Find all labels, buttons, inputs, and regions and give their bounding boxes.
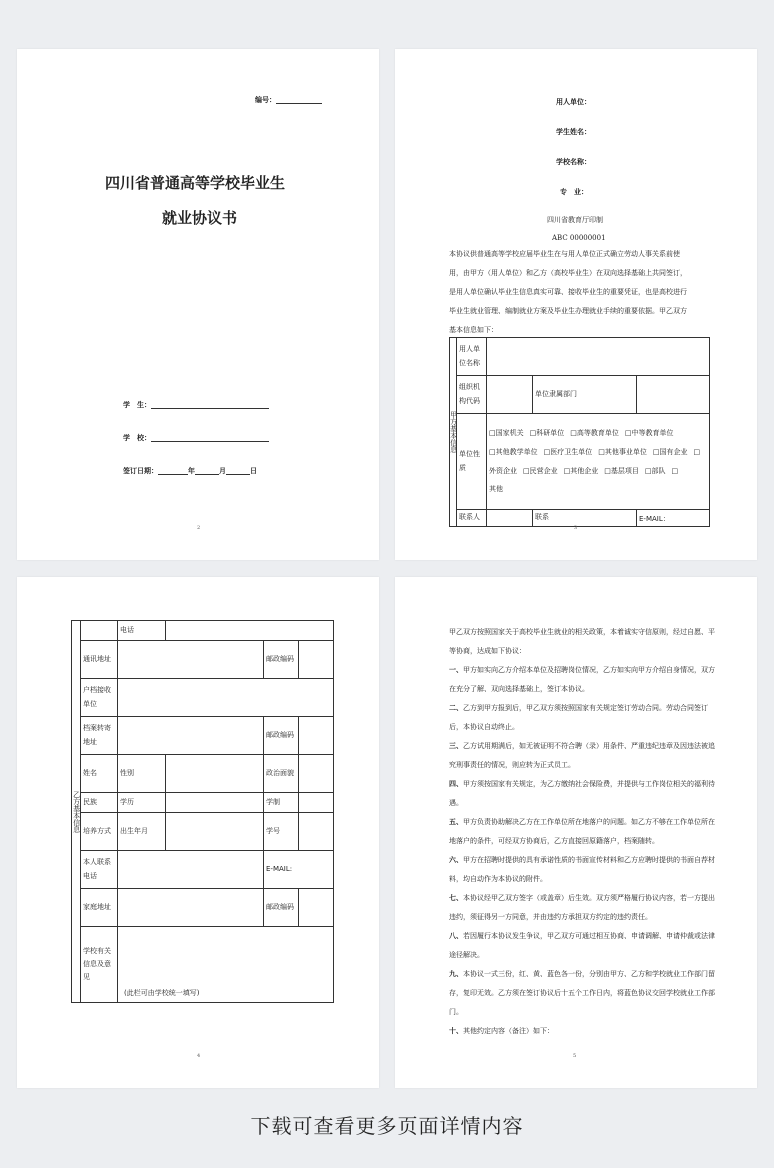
school-label: 学 校： [123, 434, 151, 442]
year-underline [158, 466, 188, 475]
page-number: 5 [573, 1053, 577, 1059]
own-phone-value[interactable] [118, 851, 264, 889]
unit-nature-cell: 单位性质 [457, 414, 487, 510]
org-code-value[interactable] [487, 376, 533, 414]
clause-text: 本协议经甲乙双方签字（或盖章）后生效。双方须严格履行协议内容，若一方提出违约，须征得另一方同意，并由违约方承担双方约定的违约责任。 [449, 894, 715, 921]
clause-item [449, 775, 721, 813]
option-checkbox[interactable]: □科研单位 [529, 428, 565, 437]
school-underline [151, 433, 269, 442]
cover-title-line1: 四川省普通高等学校毕业生 [105, 174, 286, 192]
clause-text: 甲方负责协助解决乙方在工作单位所在地落户的问题。如乙方不够在工作单位所在地落户的条件，可经双方协商后，乙方直接回原籍落户，档案随转。 [449, 818, 715, 845]
school-opinion-note: (此栏可由学校统一填写) [118, 927, 334, 1003]
party-b-side-label: 乙方基本信息 [72, 621, 81, 1003]
sign-date-label: 签订日期： [123, 467, 158, 475]
intro-line: 本协议供普通高等学校应届毕业生在与用人单位正式确立劳动人事关系前使 [449, 250, 680, 258]
option-checkbox[interactable]: □ [671, 466, 679, 475]
education-cell: 学历 [118, 793, 166, 813]
politics-value[interactable] [299, 755, 334, 793]
hukou-unit-value[interactable] [118, 679, 334, 717]
clause-number: 五、 [449, 818, 463, 826]
year-label: 年 [188, 467, 195, 475]
clause-number: 十、 [449, 1027, 463, 1035]
gender-cell: 性别 [118, 755, 166, 793]
blank-cell [81, 621, 118, 641]
clause-item [449, 661, 721, 699]
option-checkbox[interactable]: □其他企业 [563, 466, 599, 475]
email-cell: E-MAIL： [637, 510, 710, 527]
clause-item [449, 1022, 721, 1041]
option-checkbox[interactable]: □民营企业 [523, 466, 558, 475]
postcode-cell: 邮政编码 [264, 889, 299, 927]
code-line: ABC 00000001 [552, 234, 606, 242]
hukou-unit-cell: 户档接收单位 [81, 679, 118, 717]
serial-number-field [255, 95, 322, 104]
sign-date-field [123, 466, 257, 475]
school-opinion-cell: 学校有关信息及意见 [81, 927, 118, 1003]
clause-number: 七、 [449, 894, 463, 902]
printer-line: 四川省教育厅印制 [547, 216, 603, 224]
intro-line: 是用人单位确认毕业生信息真实可靠、接收毕业生的重要凭证，也是高校进行 [449, 288, 687, 296]
clause-number: 四、 [449, 780, 463, 788]
clause-number: 二、 [449, 704, 463, 712]
clause-item [449, 889, 721, 927]
clause-number: 九、 [449, 970, 463, 978]
ethnicity-cell: 民族 [81, 793, 118, 813]
intro-line: 毕业生就业管理、编制就业方案及毕业生办理就业手续的重要依据。甲乙双方 [449, 307, 687, 315]
clause-text: 甲方如实向乙方介绍本单位及招聘岗位情况，乙方如实向甲方介绍自身情况，双方在充分了解、双向选择基础上，签订本协议。 [449, 666, 715, 693]
page-number: 3 [574, 525, 578, 531]
option-checkbox[interactable]: □高等教育单位 [570, 428, 619, 437]
student-id-value[interactable] [299, 813, 334, 851]
option-checkbox[interactable]: □国家机关 [489, 428, 524, 437]
birth-cell: 出生年月 [118, 813, 166, 851]
download-more-banner[interactable]: 下载可查看更多页面详情内容 [250, 1114, 524, 1138]
option-checkbox[interactable]: 其他 [489, 485, 503, 494]
home-address-cell: 家庭地址 [81, 889, 118, 927]
archive-address-cell: 档案转寄地址 [81, 717, 118, 755]
intro-line: 基本信息如下： [449, 326, 498, 334]
name-cell: 姓名 [81, 755, 118, 793]
dept-value[interactable] [637, 376, 710, 414]
option-checkbox[interactable]: □部队 [644, 466, 666, 475]
clause-text: 乙方到甲方报到后，甲乙双方须按照国家有关规定签订劳动合同。劳动合同签订后，本协议自动终止。 [449, 704, 708, 731]
phone-cell: 电话 [118, 621, 166, 641]
postcode-value[interactable] [299, 889, 334, 927]
day-label: 日 [250, 467, 257, 475]
terms-intro: 甲乙双方按照国家关于高校毕业生就业的相关政策，本着诚实守信原则，经过自愿、平等协商，达成如下协议： [449, 628, 715, 655]
own-phone-cell: 本人联系电话 [81, 851, 118, 889]
clause-number: 一、 [449, 666, 463, 674]
page-number: 2 [197, 525, 201, 531]
school-field [123, 433, 269, 442]
document-page-party-b [17, 577, 379, 1088]
politics-cell: 政治面貌 [264, 755, 299, 793]
employer-name-cell: 用人单位名称 [457, 338, 487, 376]
day-underline [226, 466, 250, 475]
document-page-terms [395, 577, 757, 1088]
option-checkbox[interactable]: □ [693, 447, 701, 456]
contact-person-cell: 联系人 [457, 510, 487, 527]
serial-label: 编号： [255, 96, 276, 104]
contact-person-value[interactable] [487, 510, 533, 527]
clause-text: 甲方须按国家有关规定，为乙方缴纳社会保险费，并提供与工作岗位相关的福利待遇。 [449, 780, 715, 807]
postcode-value[interactable] [299, 641, 334, 679]
clause-number: 六、 [449, 856, 463, 864]
clause-text: 本协议一式三份，红、黄、蓝色各一份，分别由甲方、乙方和学校就业工作部门留存，复印无效。乙方须在签订协议后十五个工作日内，将蓝色协议交回学校就业工作部门。 [449, 970, 715, 1016]
duration-value[interactable] [299, 793, 334, 813]
major-label: 专 业： [560, 188, 588, 196]
student-id-cell: 学号 [264, 813, 299, 851]
duration-cell: 学制 [264, 793, 299, 813]
training-mode-cell: 培养方式 [81, 813, 118, 851]
clause-item [449, 737, 721, 775]
postcode-value[interactable] [299, 717, 334, 755]
intro-paragraph [449, 245, 739, 340]
clause-text: 甲方在招聘时提供的具有承诺性质的书面宣传材料和乙方应聘时提供的书面自荐材料，均自动作为本协议的附件。 [449, 856, 715, 883]
home-address-value[interactable] [118, 889, 264, 927]
employer-name-value[interactable] [487, 338, 710, 376]
party-b-table [71, 620, 334, 1003]
postcode-cell: 邮政编码 [264, 717, 299, 755]
clause-item [449, 699, 721, 737]
document-page-info [395, 49, 757, 560]
option-checkbox[interactable]: 外资企业 [489, 466, 517, 475]
contact-phone-cell: 联系 [533, 510, 637, 527]
serial-underline [276, 95, 322, 104]
phone-value[interactable] [166, 621, 334, 641]
clause-item [449, 965, 721, 1022]
terms-body [449, 623, 721, 1041]
option-checkbox[interactable]: □中等教育单位 [624, 428, 674, 437]
month-underline [195, 466, 219, 475]
clause-item [449, 813, 721, 851]
student-field [123, 400, 269, 409]
student-underline [151, 400, 269, 409]
option-checkbox[interactable]: □其他事业单位 [598, 447, 647, 456]
email-cell: E-MAIL: [264, 851, 334, 889]
employer-label: 用人单位： [556, 98, 591, 106]
student-name-label: 学生姓名： [556, 128, 591, 136]
party-a-side-label: 甲方基本信息 [450, 338, 457, 527]
clause-number: 八、 [449, 932, 463, 940]
clause-text: 乙方试用期满后，如无被证明不符合聘（录）用条件、严重违纪违章及因违法被追究刑事责任的情况，则应转为正式员工。 [449, 742, 715, 769]
clause-number: 三、 [449, 742, 463, 750]
postcode-cell: 邮政编码 [264, 641, 299, 679]
clause-item [449, 851, 721, 889]
document-page-cover [17, 49, 379, 560]
gender-value[interactable] [166, 755, 264, 793]
clause-item [449, 927, 721, 965]
month-label: 月 [219, 467, 226, 475]
mail-address-value[interactable] [118, 641, 264, 679]
dept-cell: 单位隶属部门 [533, 376, 637, 414]
intro-line: 用，由甲方（用人单位）和乙方（高校毕业生）在双向选择基础上共同签订， [449, 269, 687, 277]
student-label: 学 生： [123, 401, 151, 409]
archive-address-value[interactable] [118, 717, 264, 755]
clause-text: 其他约定内容（备注）如下： [463, 1027, 554, 1035]
school-name-label: 学校名称： [556, 158, 591, 166]
option-checkbox[interactable]: □医疗卫生单位 [543, 447, 593, 456]
mail-address-cell: 通讯地址 [81, 641, 118, 679]
org-code-cell: 组织机构代码 [457, 376, 487, 414]
party-a-table [449, 337, 710, 527]
page-number: 4 [197, 1053, 201, 1059]
option-checkbox[interactable]: □基层项目 [604, 466, 639, 475]
education-value[interactable] [166, 793, 264, 813]
cover-title-line2: 就业协议书 [162, 209, 238, 227]
option-checkbox[interactable]: □其他教学单位 [489, 447, 538, 456]
unit-nature-options [487, 414, 710, 510]
clause-text: 若因履行本协议发生争议，甲乙双方可通过相互协商、申请调解、申请仲裁或法律途径解决。 [449, 932, 715, 959]
option-checkbox[interactable]: □国有企业 [652, 447, 688, 456]
birth-value[interactable] [166, 813, 264, 851]
